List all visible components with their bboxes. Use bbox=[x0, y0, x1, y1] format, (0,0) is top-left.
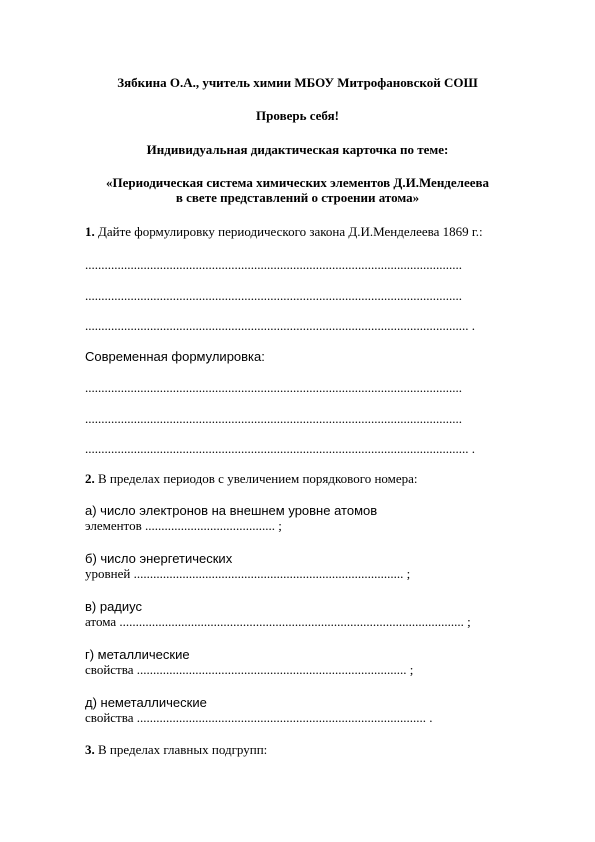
question-1 bbox=[85, 224, 483, 239]
topic-line-1: «Периодическая система химических элементов Д.И.Менделеева bbox=[105, 175, 490, 190]
page-title: Проверь себя! bbox=[256, 108, 339, 123]
card-subtitle: Индивидуальная дидактическая карточка по теме: bbox=[146, 142, 449, 157]
item-a-label: а) число электронов на внешнем уровне атомов bbox=[85, 503, 378, 518]
item-v-answer[interactable]: атома .......................................................................................................... ; bbox=[85, 614, 471, 629]
item-b-answer[interactable]: уровней ................................................................................... ; bbox=[85, 566, 411, 581]
item-d-label: д) неметаллические bbox=[85, 695, 207, 710]
question-2-text: В пределах периодов с увеличением порядкового номера: bbox=[94, 471, 418, 486]
question-1-text: Дайте формулировку периодического закона Д.И.Менделеева 1869 г.: bbox=[94, 224, 483, 239]
question-1-number: 1. bbox=[85, 224, 95, 239]
question-3-text: В пределах главных подгрупп: bbox=[94, 742, 268, 757]
item-g-label: г) металлические bbox=[85, 647, 190, 662]
question-2 bbox=[85, 471, 418, 486]
author-line: Зябкина О.А., учитель химии МБОУ Митрофановской СОШ bbox=[117, 75, 478, 90]
item-g-answer[interactable]: свойства ................................................................................... ; bbox=[85, 662, 414, 677]
answer-line-3[interactable]: ...................................................................................................................... . bbox=[85, 318, 475, 333]
answer-line-4[interactable]: .................................................................................................................... bbox=[85, 380, 462, 395]
item-b-label: б) число энергетических bbox=[85, 551, 233, 566]
answer-line-5[interactable]: .................................................................................................................... bbox=[85, 411, 462, 426]
question-2-number: 2. bbox=[85, 471, 95, 486]
modern-formulation-label: Современная формулировка: bbox=[85, 349, 265, 364]
item-a-answer[interactable]: элементов ........................................ ; bbox=[85, 518, 282, 533]
answer-line-1[interactable]: .................................................................................................................... bbox=[85, 257, 462, 272]
answer-line-6[interactable]: ...................................................................................................................... . bbox=[85, 441, 475, 456]
question-3 bbox=[85, 742, 267, 757]
answer-line-2[interactable]: .................................................................................................................... bbox=[85, 288, 462, 303]
item-v-label: в) радиус bbox=[85, 599, 143, 614]
question-3-number: 3. bbox=[85, 742, 95, 757]
topic-line-2: в свете представлений о строении атома» bbox=[175, 190, 420, 205]
item-d-answer[interactable]: свойства ......................................................................................... . bbox=[85, 710, 433, 725]
